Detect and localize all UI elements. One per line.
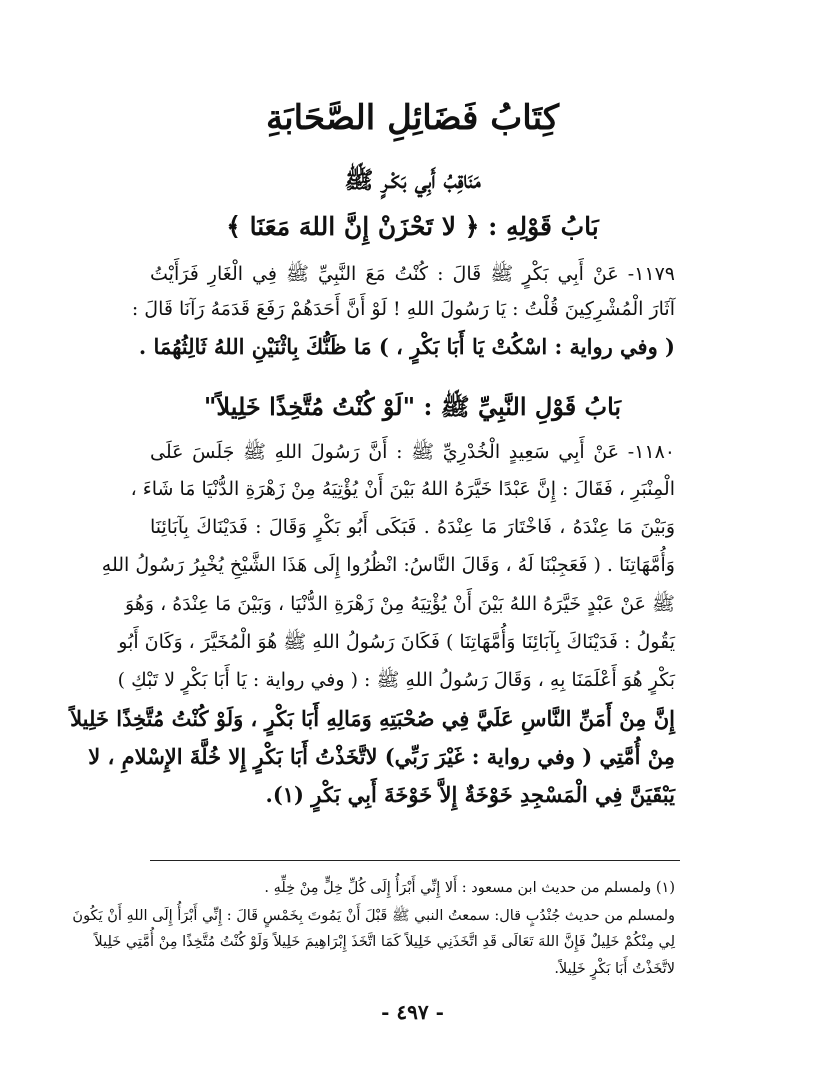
- section-title: مَنَاقِبُ أَبِي بَكْـرٍ ﷺ: [344, 165, 481, 194]
- chapter-heading: بَابُ قَوْلِهِ : ﴿ لا تَحْزَنْ إِنَّ اللهَ مَعَنَا ﴾: [226, 212, 599, 241]
- hadith-paragraph: [131, 262, 675, 377]
- text-line: وَبَيْنَ مَا عِنْدَهُ ، فَاخْتَارَ مَا عِنْدَهُ . فَبَكَى أَبُو بَكْرٍ وَقَالَ : فَدَيْنَاكَ بِآبَائِنَا: [150, 516, 675, 538]
- footnote-divider: [150, 860, 680, 861]
- text-line: الْمِنْبَرِ ، فَقَالَ : إِنَّ عَبْدًا خَيَّرَهُ اللهُ بَيْنَ أَنْ يُؤْتِيَهُ مِنْ زَهْرَةِ الدُّنْيَا مَا شَاءَ ،: [130, 478, 675, 500]
- footnote-line: لاتَّخَذْتُ أَبَا بَكْرٍ خَلِيلاً.: [554, 961, 675, 977]
- hadith-paragraph: [70, 440, 675, 850]
- text-line: إِنَّ مِنْ أَمَنِّ النَّاسِ عَلَيَّ فِي صُحْبَتِهِ وَمَالِهِ أَبَا بَكْرٍ ، وَلَوْ كُنْتُ مُتَّخِذًا خَلِيلاً: [70, 706, 675, 731]
- text-line: ( وفي رواية : اسْكُتْ يَا أَبَا بَكْرٍ ، ) مَا ظَنُّكَ بِاثْنَيْنِ اللهُ ثَالِثُهُمَا .: [138, 334, 675, 359]
- text-line: آثَارَ الْمُشْرِكِينَ قُلْتُ : يَا رَسُولَ اللهِ ! لَوْ أَنَّ أَحَدَهُمْ رَفَعَ قَدَمَهُ رَآنَا قَالَ :: [131, 298, 675, 320]
- text-line: ﷺ عَنْ عَبْدٍ خَيَّرَهُ اللهُ بَيْنَ أَنْ يُؤْتِيَهُ مِنْ زَهْرَةِ الدُّنْيَا ، وَبَيْنَ مَا عِنْدَهُ ، وَهُوَ: [125, 593, 675, 615]
- footnote-line: لِي مِنْكُمْ خَلِيلٌ فَإِنَّ اللهَ تَعَالَى قَدِ اتَّخَذَنِي خَلِيلاً كَمَا اتَّخَذَ إِبْرَاهِيمَ خَلِيلاً وَلَوْ كُنْتُ مُتَّخِذًا مِنْ أُمَّتِي خَلِيلاً: [94, 934, 675, 950]
- text-line: مِنْ أُمَّتِي ( وفي رواية : غَيْرَ رَبِّي) لاتَّخَذْتُ أَبَا بَكْرٍ إِلا خُلَّةَ الإِسْلامِ ، لا: [88, 744, 675, 769]
- text-line: ١١٧٩- عَنْ أَبِي بَكْرٍ ﷺ قَالَ : كُنْتُ مَعَ النَّبِيِّ ﷺ فِي الْغَارِ فَرَأَيْتُ: [150, 263, 675, 285]
- text-line: وَأُمَّهَاتِنَا . ( فَعَجِبْنَا لَهُ ، وَقَالَ النَّاسُ: انْظُرُوا إِلَى هَذَا الشَّيْخِ يُخْبِرُ رَسُولُ اللهِ: [101, 554, 675, 576]
- text-line: ١١٨٠- عَنْ أَبِي سَعِيدٍ الْخُدْرِيِّ ﷺ : أَنَّ رَسُولَ اللهِ ﷺ جَلَسَ عَلَى: [150, 441, 675, 463]
- page-number: - ٤٩٧ -: [381, 1000, 444, 1024]
- text-line: بَكْرٍ هُوَ أَعْلَمَنَا بِهِ ، وَقَالَ رَسُولُ اللهِ ﷺ : ( وفي رواية : يَا أَبَا بَكْرٍ لا تَبْكِ ): [117, 669, 675, 691]
- footnote-line: ولمسلم من حديث جُنْدُبٍ قال: سمعتُ النبي ﷺ قَبْلَ أَنْ يَمُوتَ بِخَمْسٍ قَالَ : إِنِّي أَبْرَأُ إِلَى اللهِ أَنْ يَكُونَ: [72, 908, 675, 924]
- book-title: كِتَابُ فَضَائِلِ الصَّحَابَةِ: [265, 98, 560, 138]
- chapter-heading: بَابُ قَوْلِ النَّبِيِّ ﷺ : "لَوْ كُنْتُ مُتَّخِذًا خَلِيلاً": [203, 392, 622, 421]
- footnote-line: (١) ولمسلم من حديث ابن مسعود : أَلا إِنِّي أَبْرَأُ إِلَى كُلِّ خِلٍّ مِنْ خِلِّهِ .: [264, 880, 675, 896]
- text-line: يَبْقَيَنَّ فِي الْمَسْجِدِ خَوْخَةٌ إِلاَّ خَوْخَةَ أَبِي بَكْرٍ (١).: [265, 782, 675, 807]
- text-line: يَقُولُ : فَدَيْنَاكَ بِآبَائِنَا وَأُمَّهَاتِنَا ) فَكَانَ رَسُولُ اللهِ ﷺ هُوَ الْمُخَيَّرَ ، وَكَانَ أَبُو: [118, 631, 675, 653]
- footnote: [72, 880, 675, 990]
